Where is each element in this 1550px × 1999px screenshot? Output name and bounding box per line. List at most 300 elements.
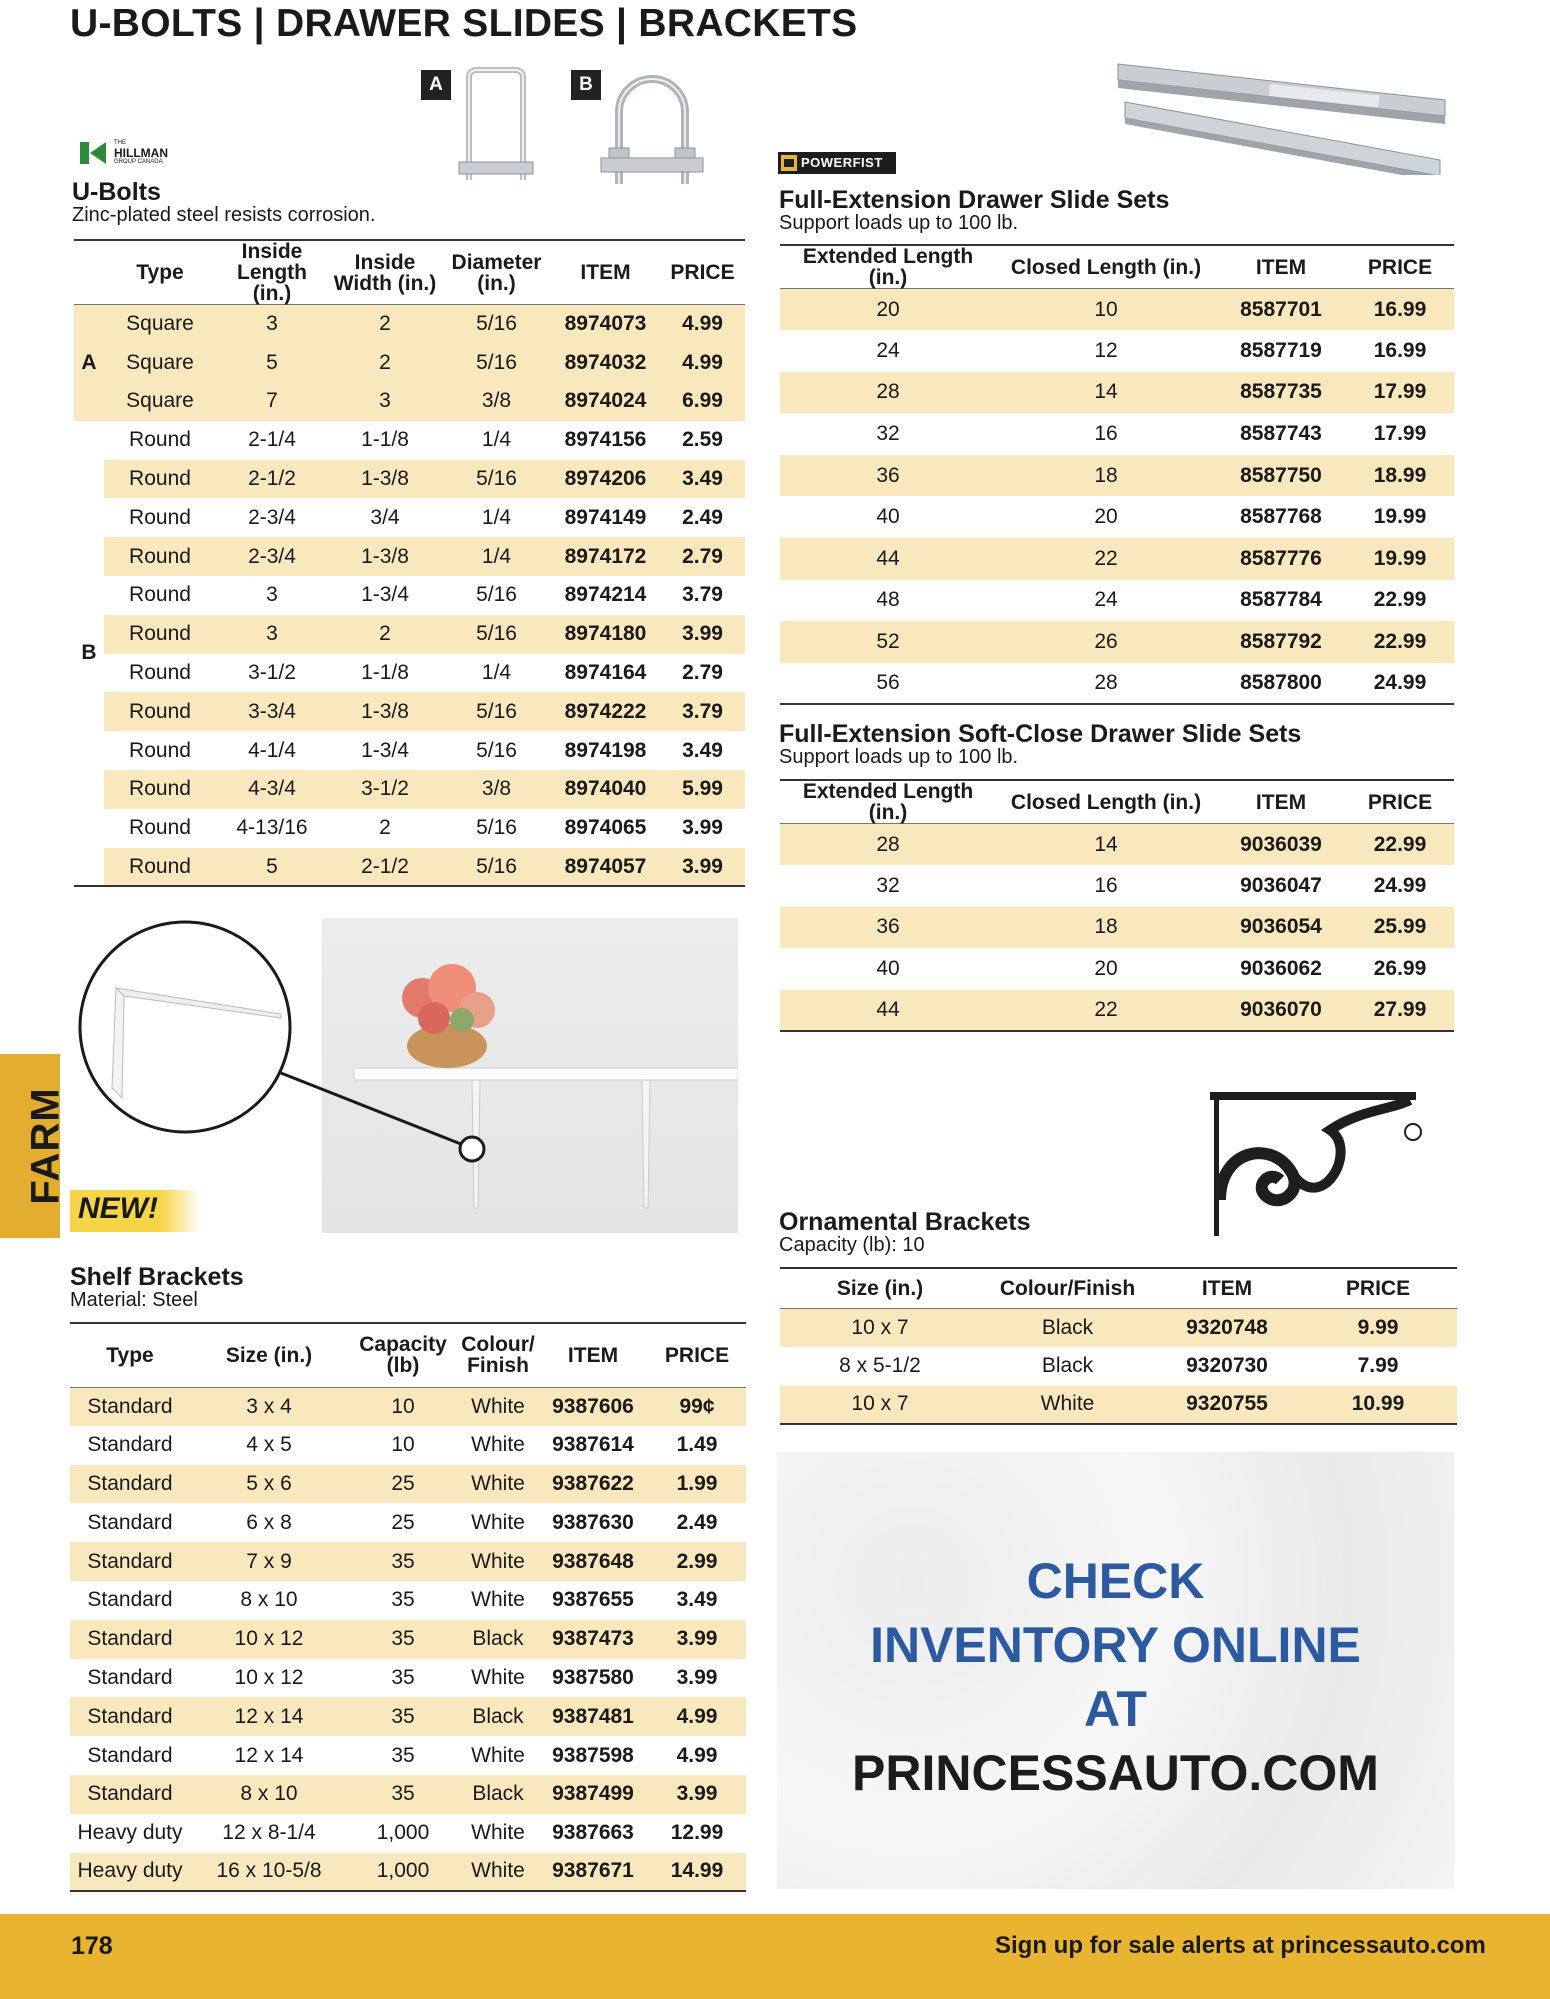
table-cell: Round — [129, 816, 191, 840]
table-cell: 20 — [780, 289, 996, 331]
table-cell: 40 — [876, 957, 900, 981]
table-row — [74, 848, 745, 887]
table-cell: 14.99 — [648, 1853, 746, 1892]
table-cell: 3 — [328, 382, 442, 421]
table-cell: 2.79 — [660, 537, 745, 576]
table-cell: Standard — [87, 1510, 173, 1534]
table-cell: 2-3/4 — [248, 505, 296, 529]
table-cell: 25 — [348, 1465, 458, 1504]
table-cell: 8587792 — [1216, 621, 1346, 663]
table-cell: 7 x 9 — [190, 1542, 348, 1581]
table-cell: 5/16 — [442, 848, 551, 887]
table-cell: 7.99 — [1357, 1354, 1399, 1378]
table-row — [780, 330, 1454, 372]
table-cell: 8974180 — [551, 615, 660, 654]
table-row — [70, 1659, 746, 1698]
table-row — [780, 1347, 1457, 1386]
table-cell: 6 x 8 — [246, 1510, 292, 1534]
table-cell: Standard — [87, 1433, 173, 1457]
table-cell: 9387663 — [552, 1821, 634, 1845]
col-header: Type — [136, 261, 184, 284]
table-cell: Standard — [70, 1387, 190, 1426]
table-cell: 4-1/4 — [248, 738, 296, 762]
drawer-slides-title: Full-Extension Drawer Slide Sets — [779, 186, 1170, 214]
soft-close-table — [780, 779, 1454, 1032]
table-row — [70, 1503, 746, 1542]
soft-close-subtitle: Support loads up to 100 lb. — [779, 746, 1019, 768]
table-cell: 12.99 — [670, 1821, 724, 1845]
powerfist-text: POWERFIST — [801, 155, 883, 170]
table-cell: 3 — [216, 305, 328, 344]
table-cell: 10 x 7 — [780, 1308, 980, 1347]
table-cell: 20 — [1094, 957, 1118, 981]
table-cell: 40 — [876, 505, 900, 529]
table-cell: 3.49 — [676, 1588, 718, 1612]
table-cell: 4-13/16 — [236, 816, 308, 840]
table-cell: Round — [104, 460, 216, 499]
table-cell: Round — [129, 583, 191, 607]
table-cell: 8974065 — [564, 816, 647, 840]
table-cell: 8974024 — [551, 382, 660, 421]
table-cell: 24.99 — [1373, 873, 1427, 897]
table-cell: 3/4 — [370, 505, 400, 529]
table-cell: 48 — [876, 588, 900, 612]
table-cell: 1-3/4 — [361, 738, 409, 762]
table-cell: Square — [104, 382, 216, 421]
table-cell: 25.99 — [1346, 907, 1454, 949]
table-row — [74, 537, 745, 576]
hillman-mark-icon — [80, 140, 110, 166]
table-cell: 35 — [391, 1665, 415, 1689]
ornamental-bracket-image — [1210, 1090, 1428, 1240]
table-cell: 32 — [876, 422, 900, 446]
table-cell: 12 x 14 — [190, 1697, 348, 1736]
table-cell: 9387648 — [538, 1542, 648, 1581]
table-cell: 4.99 — [676, 1743, 718, 1767]
col-header: PRICE — [664, 1343, 730, 1367]
table-cell: 1,000 — [348, 1853, 458, 1892]
table-cell: 5 — [216, 343, 328, 382]
soft-close-title: Full-Extension Soft-Close Drawer Slide Sets — [779, 720, 1302, 748]
table-row — [780, 372, 1454, 414]
table-cell: White — [458, 1542, 538, 1581]
table-cell: 10 — [348, 1387, 458, 1426]
table-cell: 8974073 — [551, 305, 660, 344]
table-cell: 3/8 — [442, 770, 551, 809]
table-row — [780, 1308, 1457, 1347]
table-cell: 4.99 — [660, 343, 745, 382]
group-label-b: B — [74, 421, 104, 887]
table-row — [780, 824, 1454, 866]
table-row — [74, 305, 745, 344]
table-cell: 10 x 12 — [234, 1665, 304, 1689]
table-cell: 10 x 7 — [780, 1386, 980, 1425]
table-cell: 18 — [996, 455, 1216, 497]
table-cell: 18.99 — [1346, 455, 1454, 497]
square-ubolt-image — [457, 64, 537, 188]
table-cell: 56 — [876, 671, 900, 695]
table-cell: 9387630 — [552, 1510, 634, 1534]
table-row — [74, 654, 745, 693]
table-cell: 8587719 — [1240, 338, 1322, 362]
table-cell: 8587735 — [1216, 372, 1346, 414]
table-cell: 28 — [780, 372, 996, 414]
table-cell: 4-3/4 — [216, 770, 328, 809]
table-cell: 24.99 — [1373, 671, 1427, 695]
table-cell: 9387598 — [552, 1743, 634, 1767]
table-row — [74, 615, 745, 654]
table-cell: 2.79 — [682, 661, 723, 685]
ubolt-badge-b: B — [571, 70, 601, 100]
promo-line-1: CHECK — [1026, 1553, 1205, 1609]
table-cell: 2 — [328, 305, 442, 344]
table-cell: 4 x 5 — [246, 1433, 292, 1457]
table-row — [70, 1581, 746, 1620]
table-cell: 8974057 — [551, 848, 660, 887]
table-row — [780, 865, 1454, 907]
table-cell: 4.99 — [648, 1697, 746, 1736]
table-cell: 2.49 — [682, 505, 723, 529]
table-cell: Standard — [70, 1465, 190, 1504]
table-cell: 9387580 — [552, 1665, 634, 1689]
table-row — [74, 692, 745, 731]
table-cell: 6.99 — [660, 382, 745, 421]
table-row — [780, 1386, 1457, 1425]
table-cell: 8 x 5-1/2 — [839, 1354, 921, 1378]
table-cell: 5/16 — [476, 583, 517, 607]
table-cell: 5/16 — [476, 816, 517, 840]
table-cell: 8974149 — [564, 505, 647, 529]
table-cell: 5/16 — [476, 738, 517, 762]
table-cell: 1-3/8 — [328, 460, 442, 499]
shelf-brackets-table — [70, 1322, 746, 1892]
inventory-promo-banner[interactable] — [777, 1452, 1454, 1889]
table-cell: 8587701 — [1216, 289, 1346, 331]
table-cell: 28 — [1094, 671, 1118, 695]
table-cell: 36 — [780, 455, 996, 497]
table-cell: 22.99 — [1346, 824, 1454, 866]
table-cell: 9.99 — [1299, 1308, 1457, 1347]
table-cell: 8974032 — [551, 343, 660, 382]
table-cell: Standard — [87, 1665, 173, 1689]
table-cell: 28 — [780, 824, 996, 866]
table-cell: 24 — [1094, 588, 1118, 612]
table-row — [780, 663, 1454, 705]
sale-alerts-link[interactable]: Sign up for sale alerts at princessauto.com — [995, 1932, 1486, 1959]
table-cell: Standard — [70, 1542, 190, 1581]
col-header: Size (in.) — [225, 1343, 313, 1367]
table-cell: Round — [129, 661, 191, 685]
promo-line-4: PRINCESSAUTO.COM — [852, 1745, 1379, 1801]
table-row — [780, 580, 1454, 622]
table-row — [70, 1775, 746, 1814]
table-row — [70, 1465, 746, 1504]
table-cell: 9320748 — [1155, 1308, 1299, 1347]
table-cell: 2 — [328, 615, 442, 654]
ornamental-table — [780, 1267, 1457, 1425]
col-header: ITEM — [1255, 255, 1307, 279]
drawer-slides-table — [780, 244, 1454, 705]
table-cell: 8974206 — [551, 460, 660, 499]
table-cell: 12 x 14 — [234, 1743, 304, 1767]
table-cell: White — [471, 1665, 525, 1689]
table-cell: 26.99 — [1373, 957, 1427, 981]
table-cell: 1/4 — [481, 428, 512, 452]
table-cell: 8974156 — [564, 428, 647, 452]
table-cell: Black — [1041, 1354, 1094, 1378]
col-header: Colour/Finish — [999, 1276, 1136, 1300]
table-row — [780, 948, 1454, 990]
table-cell: 1.99 — [648, 1465, 746, 1504]
table-cell: 8 x 10 — [240, 1588, 298, 1612]
table-cell: 4.99 — [660, 305, 745, 344]
table-cell: White — [471, 1433, 525, 1457]
table-cell: 22.99 — [1373, 588, 1427, 612]
table-row — [780, 455, 1454, 497]
table-cell: 8587750 — [1216, 455, 1346, 497]
table-cell: 8974198 — [564, 738, 647, 762]
table-cell: 3 — [216, 615, 328, 654]
ubolts-table — [74, 239, 745, 887]
page-number: 178 — [71, 1932, 113, 1960]
table-cell: 3.79 — [682, 583, 723, 607]
table-cell: 16 — [1094, 873, 1118, 897]
table-cell: Round — [104, 537, 216, 576]
table-row — [780, 289, 1454, 331]
table-cell: 24 — [876, 338, 900, 362]
table-cell: 22 — [996, 538, 1216, 580]
table-cell: 9387481 — [538, 1697, 648, 1736]
table-cell: 1/4 — [442, 537, 551, 576]
table-cell: 1-1/8 — [361, 428, 409, 452]
table-cell: 35 — [391, 1588, 415, 1612]
table-row — [74, 770, 745, 809]
table-cell: 8974222 — [551, 692, 660, 731]
table-cell: 1/4 — [481, 505, 512, 529]
table-cell: 3.99 — [660, 615, 745, 654]
shelf-brackets-title: Shelf Brackets — [70, 1263, 244, 1291]
table-cell: 1-3/8 — [328, 692, 442, 731]
table-cell: Round — [104, 770, 216, 809]
table-cell: Square — [104, 305, 216, 344]
table-cell: 17.99 — [1373, 422, 1427, 446]
table-cell: White — [471, 1510, 525, 1534]
table-cell: 32 — [876, 873, 900, 897]
table-cell: 9387606 — [538, 1387, 648, 1426]
ubolts-title: U-Bolts — [72, 178, 161, 206]
table-cell: 5 x 6 — [190, 1465, 348, 1504]
table-cell: Round — [104, 615, 216, 654]
table-cell: 99¢ — [648, 1387, 746, 1426]
col-header: ITEM — [1201, 1276, 1253, 1300]
section-tab-label: FARM — [23, 1087, 68, 1205]
table-cell: 2.59 — [682, 428, 723, 452]
table-row — [70, 1426, 746, 1465]
table-cell: 1-1/8 — [361, 661, 409, 685]
table-cell: 14 — [996, 824, 1216, 866]
col-header: ITEM — [1255, 790, 1307, 814]
table-cell: Black — [458, 1697, 538, 1736]
section-tab-farm[interactable] — [0, 1054, 68, 1238]
table-cell: 3.99 — [648, 1775, 746, 1814]
table-cell: 12 x 8-1/4 — [222, 1821, 316, 1845]
table-row — [780, 496, 1454, 538]
table-cell: 8587800 — [1240, 671, 1322, 695]
table-cell: 3-1/2 — [248, 661, 296, 685]
col-header: Inside Length (in.) — [237, 240, 307, 305]
table-row — [70, 1814, 746, 1853]
table-cell: 44 — [780, 990, 996, 1032]
table-cell: 9320730 — [1186, 1354, 1268, 1378]
table-cell: 10 — [391, 1433, 415, 1457]
table-cell: 2-1/2 — [216, 460, 328, 499]
table-row — [74, 343, 745, 382]
drawer-slides-subtitle: Support loads up to 100 lb. — [779, 212, 1019, 234]
col-header: PRICE — [670, 261, 735, 284]
table-cell: 9036062 — [1240, 957, 1322, 981]
table-cell: 22.99 — [1346, 621, 1454, 663]
table-row — [70, 1387, 746, 1426]
table-cell: 3-3/4 — [216, 692, 328, 731]
table-cell: 52 — [780, 621, 996, 663]
table-cell: 8587776 — [1216, 538, 1346, 580]
fist-icon — [780, 154, 798, 172]
hillman-logo-text: HILLMAN — [114, 146, 168, 160]
table-cell: 20 — [1094, 505, 1118, 529]
table-cell: 3.99 — [676, 1665, 718, 1689]
table-cell: Standard — [70, 1620, 190, 1659]
table-cell: 22 — [996, 990, 1216, 1032]
table-row — [70, 1542, 746, 1581]
table-row — [74, 731, 745, 770]
table-row — [70, 1736, 746, 1775]
ubolt-badge-a: A — [421, 70, 451, 100]
table-cell: 10.99 — [1299, 1386, 1457, 1425]
table-row — [74, 382, 745, 421]
table-cell: 3.99 — [682, 816, 723, 840]
table-cell: 27.99 — [1346, 990, 1454, 1032]
table-cell: 5/16 — [442, 615, 551, 654]
col-header: Inside Width (in.) — [333, 250, 437, 295]
hillman-logo-small: THE — [114, 140, 126, 146]
table-row — [780, 990, 1454, 1032]
table-cell: 3.99 — [648, 1620, 746, 1659]
table-cell: 1-3/4 — [361, 583, 409, 607]
table-cell: Round — [104, 848, 216, 887]
table-row — [70, 1620, 746, 1659]
table-cell: 9387499 — [538, 1775, 648, 1814]
table-cell: 3.99 — [660, 848, 745, 887]
table-cell: 19.99 — [1346, 538, 1454, 580]
col-header: Type — [106, 1343, 154, 1367]
table-cell: 8587743 — [1240, 422, 1322, 446]
table-cell: 18 — [996, 907, 1216, 949]
table-row — [780, 907, 1454, 949]
table-cell: 3-1/2 — [328, 770, 442, 809]
table-cell: White — [980, 1386, 1155, 1425]
table-cell: 36 — [780, 907, 996, 949]
table-cell: White — [471, 1821, 525, 1845]
table-cell: Standard — [70, 1697, 190, 1736]
table-row — [780, 621, 1454, 663]
table-cell: Round — [129, 505, 191, 529]
table-cell: 2.49 — [676, 1510, 718, 1534]
table-cell: 9387671 — [538, 1853, 648, 1892]
hillman-logo-sub: GROUP CANADA — [114, 159, 163, 165]
table-cell: 35 — [348, 1697, 458, 1736]
col-header: PRICE — [1345, 1276, 1411, 1300]
table-cell: 9387473 — [538, 1620, 648, 1659]
table-cell: 8974040 — [551, 770, 660, 809]
hillman-logo — [80, 140, 192, 166]
col-header: PRICE — [1367, 790, 1433, 814]
table-cell: Square — [104, 343, 216, 382]
table-cell: 35 — [348, 1620, 458, 1659]
shelf-brackets-subtitle: Material: Steel — [70, 1289, 198, 1311]
table-cell: 1-3/8 — [328, 537, 442, 576]
table-row — [70, 1697, 746, 1736]
promo-line-3: AT — [1084, 1681, 1147, 1737]
table-cell: 16.99 — [1373, 338, 1427, 362]
table-cell: 3.49 — [682, 738, 723, 762]
table-cell: 12 — [1094, 338, 1118, 362]
table-cell: Heavy duty — [70, 1853, 190, 1892]
table-cell: 16.99 — [1346, 289, 1454, 331]
powerfist-logo — [778, 152, 896, 174]
table-cell: 8587768 — [1240, 505, 1322, 529]
table-cell: 2.99 — [648, 1542, 746, 1581]
table-row — [74, 498, 745, 537]
col-header: Closed Length (in.) — [1010, 790, 1202, 814]
new-badge — [70, 1190, 200, 1232]
table-cell: 1,000 — [376, 1821, 430, 1845]
table-cell: 16 — [1094, 422, 1118, 446]
table-cell: 8974214 — [564, 583, 647, 607]
table-cell: White — [471, 1588, 525, 1612]
table-row — [74, 460, 745, 499]
table-cell: White — [458, 1853, 538, 1892]
table-cell: 3 — [266, 583, 278, 607]
table-cell: Heavy duty — [77, 1821, 183, 1845]
col-header: ITEM — [580, 261, 631, 284]
table-cell: White — [458, 1387, 538, 1426]
new-badge-text: NEW! — [78, 1192, 158, 1225]
table-cell: 35 — [348, 1542, 458, 1581]
table-cell: 2-3/4 — [216, 537, 328, 576]
table-cell: 9036054 — [1216, 907, 1346, 949]
table-cell: 16 x 10-5/8 — [190, 1853, 348, 1892]
table-row — [780, 538, 1454, 580]
table-cell: 2-1/4 — [248, 428, 296, 452]
group-label-a: A — [74, 305, 104, 421]
promo-line-2: INVENTORY ONLINE — [870, 1617, 1361, 1673]
table-cell: 3.49 — [660, 460, 745, 499]
table-cell: Standard — [87, 1743, 173, 1767]
table-cell: 19.99 — [1373, 505, 1427, 529]
table-cell: Black — [458, 1775, 538, 1814]
table-cell: Standard — [70, 1775, 190, 1814]
table-cell: White — [471, 1743, 525, 1767]
table-cell: 3.79 — [660, 692, 745, 731]
table-cell: 9036047 — [1240, 873, 1322, 897]
table-cell: 9036039 — [1216, 824, 1346, 866]
table-cell: 10 — [996, 289, 1216, 331]
page-title: U-BOLTS | DRAWER SLIDES | BRACKETS — [70, 2, 858, 45]
table-cell: 8587784 — [1240, 588, 1322, 612]
table-cell: 5/16 — [442, 305, 551, 344]
table-cell: 2 — [379, 816, 391, 840]
ornamental-title: Ornamental Brackets — [779, 1208, 1031, 1236]
